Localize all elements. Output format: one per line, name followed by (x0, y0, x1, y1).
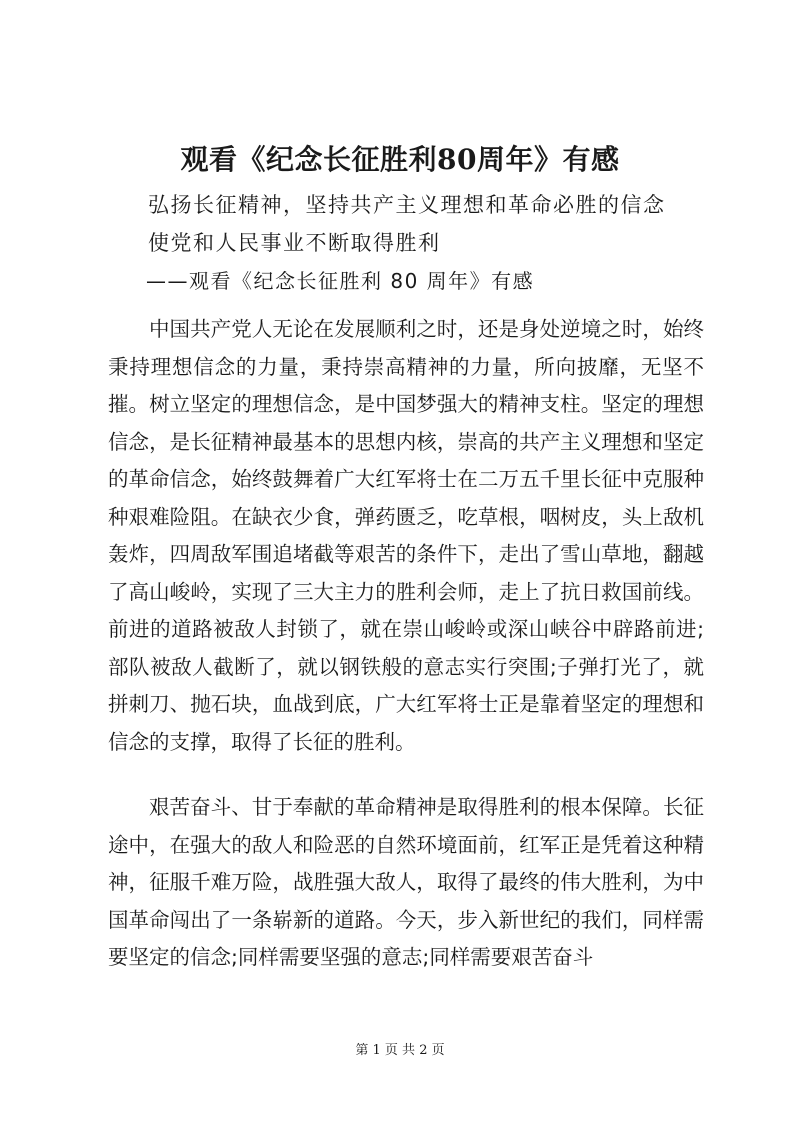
body-paragraph-1: 中国共产党人无论在发展顺利之时，还是身处逆境之时，始终秉持理想信念的力量，秉持崇高精神的力量，所向披靡，无坚不摧。树立坚定的理想信念，是中国梦强大的精神支柱。坚定的理想信念，是长征精神最基本的思想内核，崇高的共产主义理想和坚定的革命信念，始终鼓舞着广大红军将士在二万五千里长征中克服种种艰难险阻。在缺衣少食，弹药匮乏，吃草根，咽树皮，头上敌机轰炸，四周敌军围追堵截等艰苦的条件下，走出了雪山草地，翻越了高山峻岭，实现了三大主力的胜利会师，走上了抗日救国前线。前进的道路被敌人封锁了，就在崇山峻岭或深山峡谷中辟路前进;部队被敌人截断了，就以钢铁般的意志实行突围;子弹打光了，就拼刺刀、抛石块，血战到底，广大红军将士正是靠着坚定的理想和信念的支撑，取得了长征的胜利。 (108, 317, 704, 754)
body-paragraph-2: 艰苦奋斗、甘于奉献的革命精神是取得胜利的根本保障。长征途中，在强大的敌人和险恶的自然环境面前，红军正是凭着这种精神，征服千难万险，战胜强大敌人，取得了最终的伟大胜利，为中国革命闯出了一条崭新的道路。今天，步入新世纪的我们，同样需要坚定的信念;同样需要坚强的意志;同样需要艰苦奋斗 (108, 795, 704, 969)
subtitle-line-2: 使党和人民事业不断取得胜利 (148, 231, 441, 255)
document-title: 观看《纪念长征胜利80周年》有感 (180, 143, 620, 176)
page-footer: 第 1 页 共 2 页 (355, 1043, 445, 1058)
subtitle-line-3: ——观看《纪念长征胜利 80 周年》有感 (146, 269, 535, 293)
subtitle-line-1: 弘扬长征精神，坚持共产主义理想和革命必胜的信念 (148, 193, 666, 217)
